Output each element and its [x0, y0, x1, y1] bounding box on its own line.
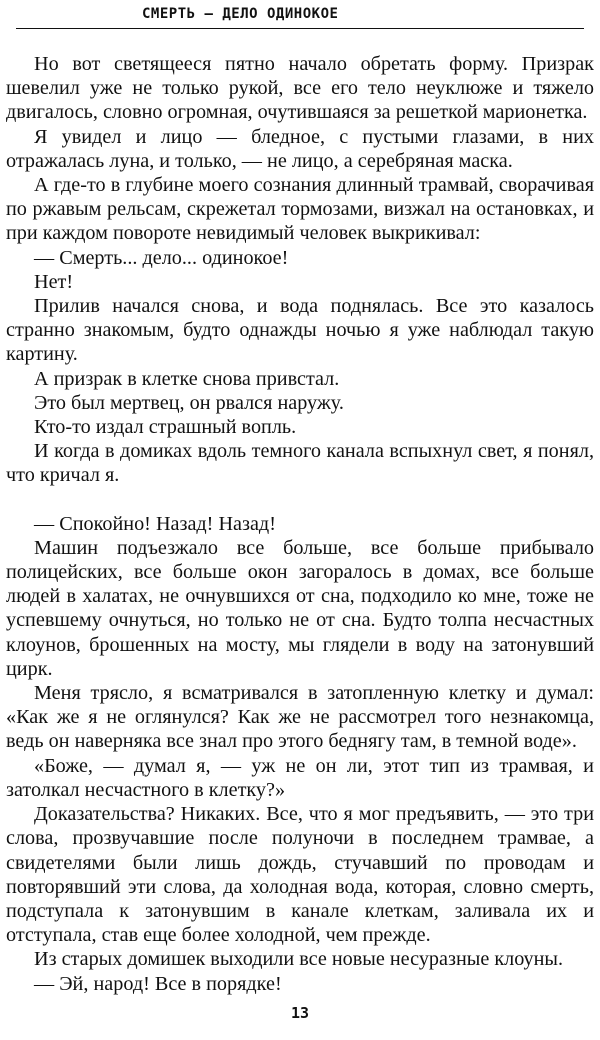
body-text	[6, 52, 594, 996]
paragraph: Машин подъезжало все больше, все больше прибывало полицейских, все больше окон загоралось в домах, все больше людей в халатах, не очнувшихся от сна, подходило ко мне, тоже не успевшему очнуться, но только не от сна. Будто толпа несчастных клоунов, брошенных на мосту, мы глядели в воду на затонувший цирк.	[6, 536, 594, 680]
paragraph: Нет!	[34, 270, 74, 293]
paragraph: Прилив начался снова, и вода поднялась. Все это казалось странно знакомым, будто однажды ночью я уже наблюдал такую картину.	[6, 295, 594, 366]
paragraph: Но вот светящееся пятно начало обретать форму. Призрак шевелил уже не только рукой, все его тело неуклюже и тяжело двигалось, словно огромная, очутившаяся за решеткой марионетка.	[6, 53, 594, 124]
paragraph: И когда в домиках вдоль темного канала вспыхнул свет, я понял, что кричал я.	[6, 440, 594, 487]
paragraph: Доказательства? Никаких. Все, что я мог предъявить, — это три слова, прозвучавшие после полуночи в последнем трамвае, а свидетелями были лишь дождь, стучавший по проводам и повторявший эти слова, да холодная вода, которая, словно смерть, подступала к затонувшим в канале клеткам, заливала их и отступала, став еще более холодной, чем прежде.	[6, 803, 594, 947]
paragraph: Меня трясло, я всматривался в затопленную клетку и думал: «Как же я не оглянулся? Как же не рассмотрел того незнакомца, ведь он наверняка все знал про этого беднягу там, в темной воде».	[6, 682, 594, 753]
paragraph: Это был мертвец, он рвался наружу.	[34, 391, 344, 414]
paragraph: — Спокойно! Назад! Назад!	[34, 512, 276, 535]
paragraph: А призрак в клетке снова привстал.	[34, 367, 340, 390]
paragraph: А где-то в глубине моего сознания длинный трамвай, сворачивая по ржавым рельсам, скрежетал тормозами, визжал на остановках, и при каждом повороте невидимый человек выкрикивал:	[6, 174, 594, 245]
paragraph: Из старых домишек выходили все новые несуразные клоуны.	[34, 948, 564, 971]
running-header-title: СМЕРТЬ — ДЕЛО ОДИНОКОЕ	[142, 6, 339, 22]
paragraph: Я увидел и лицо — бледное, с пустыми глазами, в них отражалась луна, и только, — не лицо, а серебряная маска.	[6, 125, 594, 172]
paragraph: — Эй, народ! Все в порядке!	[34, 972, 282, 995]
paragraph: — Смерть... дело... одинокое!	[34, 246, 289, 269]
paragraph: Кто-то издал страшный вопль.	[34, 416, 297, 439]
paragraph: «Боже, — думал я, — уж не он ли, этот тип из трамвая, и затолкал несчастного в клетку?»	[6, 754, 594, 801]
page-number: 13	[290, 1004, 310, 1022]
running-header	[0, 0, 600, 40]
header-rule	[16, 28, 584, 29]
